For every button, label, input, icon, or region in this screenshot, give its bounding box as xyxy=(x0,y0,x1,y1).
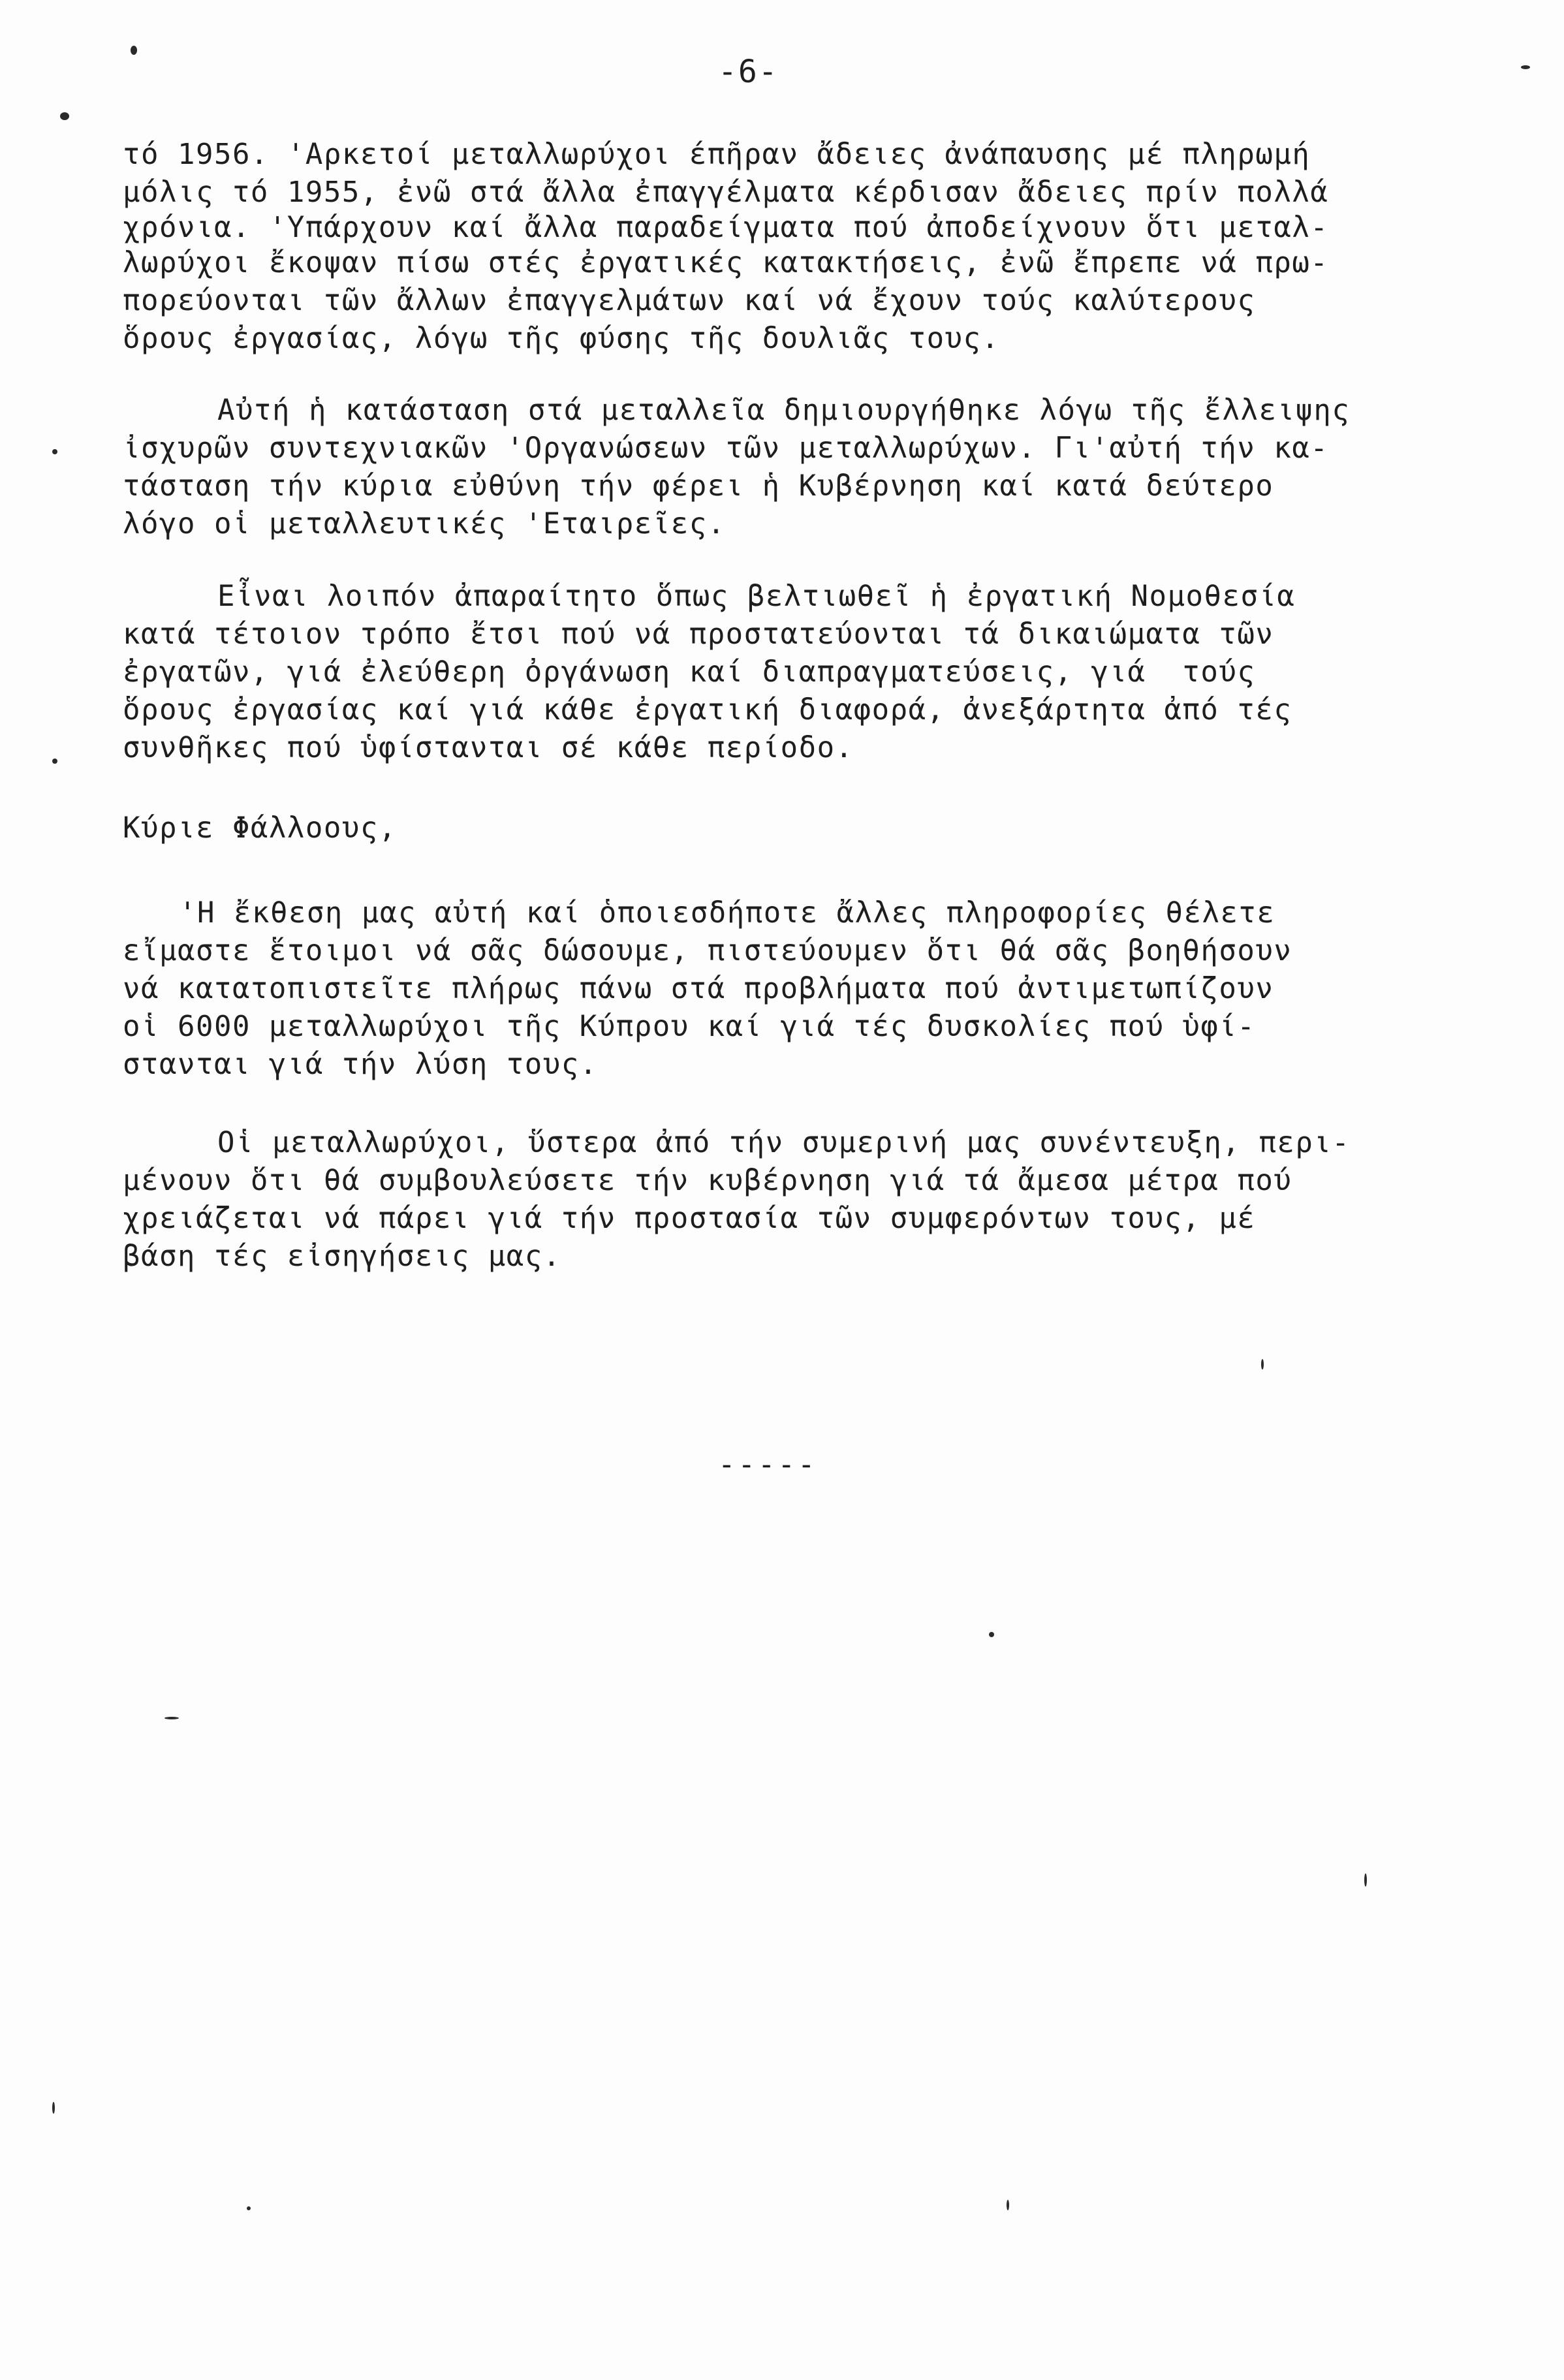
text-line: χρειάζεται νά πάρει γιά τήν προστασία τῶν συμφερόντων τους, μέ xyxy=(123,1202,1256,1235)
scan-speck xyxy=(52,2102,55,2114)
text-line: ὅρους ἐργασίας, λόγω τῆς φύσης τῆς δουλιᾶς τους. xyxy=(123,322,1000,355)
page-number: -6- xyxy=(718,54,779,90)
salutation-line: Κύριε Φάλλοους, xyxy=(123,811,397,845)
text-line: μένουν ὅτι θά συμβουλεύσετε τήν κυβέρνηση γιά τά ἄμεσα μέτρα πού xyxy=(123,1164,1292,1197)
text-line: ἰσχυρῶν συντεχνιακῶν 'Οργανώσεων τῶν μεταλλωρύχων. Γι'αὐτή τήν κα- xyxy=(123,431,1329,465)
text-line: λωρύχοι ἔκοψαν πίσω στές ἐργατικές κατακτήσεις, ἐνῶ ἔπρεπε νά πρω- xyxy=(123,246,1329,279)
text-line: κατά τέτοιον τρόπο ἔτσι πού νά προστατεύονται τά δικαιώματα τῶν xyxy=(123,618,1274,651)
scan-speck xyxy=(1007,2200,1009,2210)
text-line: μόλις τό 1955, ἐνῶ στά ἄλλα ἐπαγγέλματα κέρδισαν ἄδειες πρίν πολλά xyxy=(123,176,1329,209)
scan-speck xyxy=(247,2206,251,2210)
text-line: πορεύονται τῶν ἄλλων ἐπαγγελμάτων καί νά ἔχουν τούς καλύτερους xyxy=(123,284,1256,317)
text-line: ἐργατῶν, γιά ἐλεύθερη ὀργάνωση καί διαπραγματεύσεις, γιά τούς xyxy=(123,655,1256,689)
text-line: βάση τές εἰσηγήσεις μας. xyxy=(123,1240,561,1273)
text-line: λόγο οἱ μεταλλευτικές 'Εταιρεῖες. xyxy=(123,507,726,540)
scan-speck xyxy=(1364,1873,1367,1887)
text-line: Οἱ μεταλλωρύχοι, ὕστερα ἀπό τήν συμερινή μας συνέντευξη, περι- xyxy=(217,1126,1351,1159)
paragraph-5 xyxy=(123,1124,1500,1276)
closing-rule: ----- xyxy=(718,1448,818,1481)
text-line: ὅρους ἐργασίας καί γιά κάθε ἐργατική διαφορά, ἀνεξάρτητα ἀπό τές xyxy=(123,693,1292,727)
text-line: εἴμαστε ἕτοιμοι νά σᾶς δώσουμε, πιστεύουμεν ὅτι θά σᾶς βοηθήσουν xyxy=(123,934,1292,967)
scan-speck xyxy=(164,1717,179,1719)
scan-speck xyxy=(1261,1359,1264,1370)
text-line: Εἶναι λοιπόν ἀπαραίτητο ὅπως βελτιωθεῖ ἡ ἐργατική Νομοθεσία xyxy=(217,580,1296,613)
paragraph-3 xyxy=(123,578,1500,767)
text-line: οἱ 6000 μεταλλωρύχοι τῆς Κύπρου καί γιά τές δυσκολίες πού ὑφί- xyxy=(123,1010,1256,1043)
scan-speck xyxy=(52,449,57,454)
text-line: συνθῆκες πού ὑφίστανται σέ κάθε περίοδο. xyxy=(123,731,854,764)
text-line: 'Η ἔκθεση μας αὐτή καί ὁποιεσδήποτε ἄλλες πληροφορίες θέλετε xyxy=(179,896,1275,930)
scan-speck xyxy=(989,1632,994,1637)
scan-speck xyxy=(131,46,137,55)
salutation xyxy=(123,809,1500,847)
text-line: στανται γιά τήν λύση τους. xyxy=(123,1048,598,1081)
text-line: νά κατατοπιστεῖτε πλήρως πάνω στά προβλήματα πού ἀντιμετωπίζουν xyxy=(123,972,1274,1005)
scan-speck xyxy=(1521,65,1530,69)
paragraph-1 xyxy=(123,136,1500,358)
text-line: τό 1956. 'Αρκετοί μεταλλωρύχοι έπῆραν ἄδειες ἀνάπαυσης μέ πληρωμή xyxy=(123,138,1311,171)
text-line: Αὐτή ἡ κατάσταση στά μεταλλεῖα δημιουργήθηκε λόγω τῆς ἔλλειψης xyxy=(217,394,1351,427)
text-line: χρόνια. 'Υπάρχουν καί ἄλλα παραδείγματα πού ἀποδείχνουν ὅτι μεταλ- xyxy=(123,211,1329,244)
paragraph-2 xyxy=(123,392,1500,543)
scan-speck xyxy=(60,112,69,120)
paragraph-4 xyxy=(123,894,1500,1084)
text-line: τάσταση τήν κύρια εὐθύνη τήν φέρει ἡ Κυβέρνηση καί κατά δεύτερο xyxy=(123,469,1274,503)
scan-speck xyxy=(52,759,57,764)
